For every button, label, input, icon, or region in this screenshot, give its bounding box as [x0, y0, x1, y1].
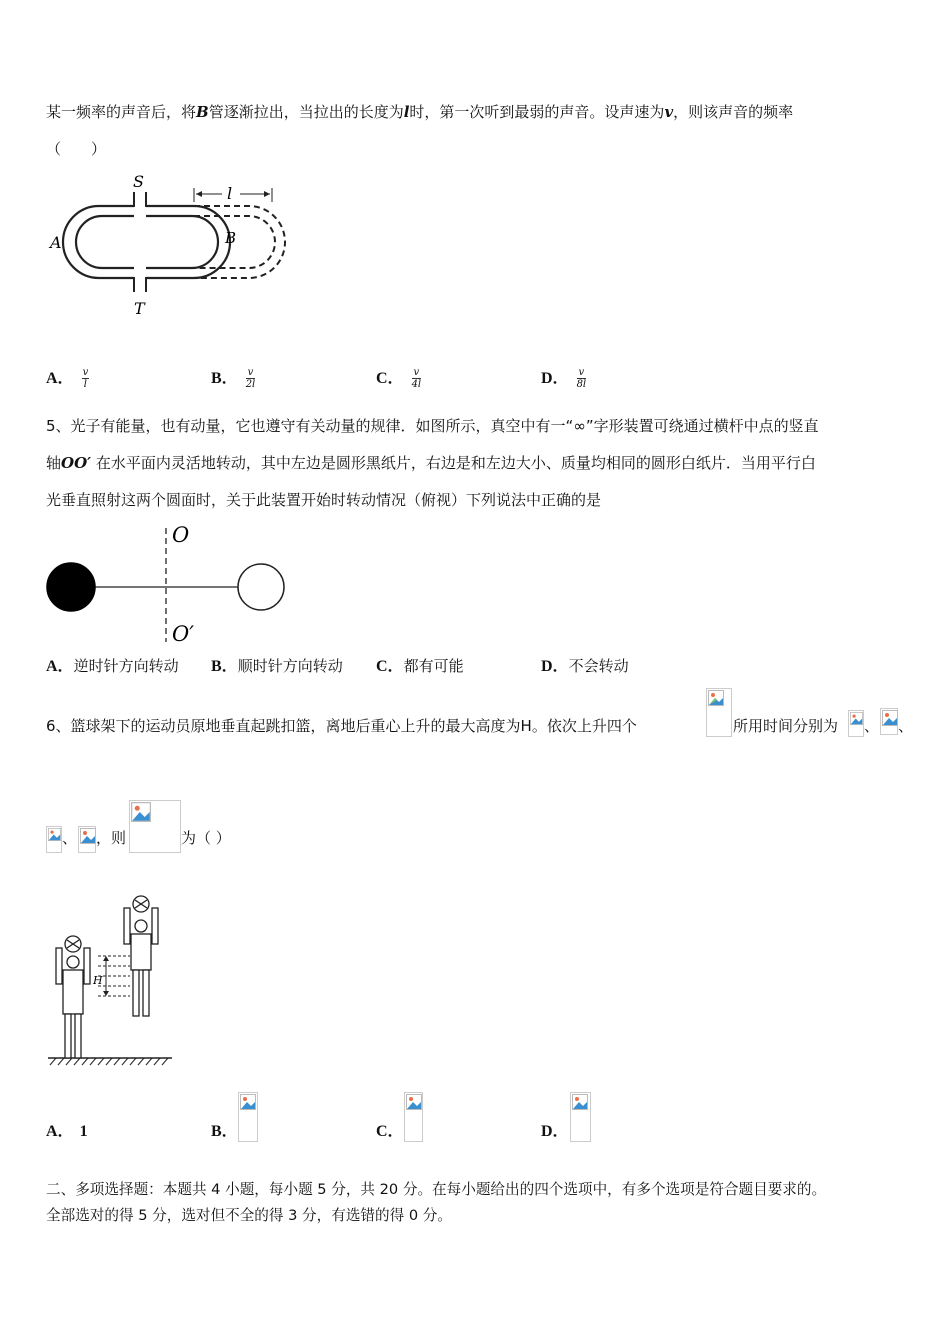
broken-image-icon: [78, 826, 96, 853]
q5-option-b[interactable]: B．顺时针方向转动: [211, 657, 343, 675]
fraction: $\frac{v}{4l}$: [411, 367, 422, 390]
q6-jump-figure: [44, 890, 180, 1070]
ground-hatch: [50, 1058, 168, 1065]
broken-image-icon: [129, 800, 181, 853]
q6-option-d[interactable]: D．: [541, 1123, 569, 1140]
q5-option-d[interactable]: D．不会转动: [541, 657, 629, 675]
q4-answer-bracket: （ ）: [46, 140, 107, 158]
q4-option-d[interactable]: D． $\frac{v}{8l}$: [541, 367, 587, 390]
q4-option-b[interactable]: B． $\frac{v}{2l}$: [211, 367, 256, 390]
label-O: O: [172, 523, 190, 547]
broken-image-icon: [238, 1092, 258, 1142]
label-S: S: [133, 172, 144, 191]
fraction: $\frac{v}{l}$: [82, 367, 89, 390]
q4-option-c[interactable]: C． $\frac{v}{4l}$: [376, 367, 422, 390]
label-H: H: [93, 974, 103, 987]
label-O-prime: O′: [172, 622, 194, 646]
broken-image-icon: [880, 708, 898, 735]
var-B: B: [196, 103, 209, 121]
tube-inner: [76, 216, 218, 268]
q6-option-a[interactable]: A． 1: [46, 1123, 88, 1140]
height-markers: [98, 956, 130, 996]
q5-option-a[interactable]: A．逆时针方向转动: [46, 657, 179, 675]
q6-option-c[interactable]: C．: [376, 1123, 404, 1140]
q4-option-a[interactable]: A． $\frac{v}{l}$: [46, 367, 89, 390]
var-v: v: [664, 103, 674, 121]
label-B: B: [225, 229, 237, 247]
fraction: $\frac{v}{2l}$: [245, 367, 256, 390]
var-l: l: [403, 103, 410, 121]
q5-disc-figure: [44, 520, 294, 646]
label-A: A: [50, 233, 62, 252]
q5-stem-line3: 光垂直照射这两个圆面时，关于此装置开始时转动情况（俯视）下列说法中正确的是: [46, 491, 602, 509]
q4-tube-figure: [44, 168, 304, 328]
white-disc: [238, 564, 284, 610]
broken-image-icon: [404, 1092, 423, 1142]
q6-stem-line1-a: 6、篮球架下的运动员原地垂直起跳扣篮，离地后重心上升的最大高度为H。依次上升四个: [46, 717, 637, 735]
broken-image-icon: [46, 826, 62, 853]
section2-instructions-line2: 全部选对的得 5 分，选对但不全的得 3 分，有选错的得 0 分。: [46, 1207, 452, 1224]
broken-image-icon: [570, 1092, 591, 1142]
separator: 、: [62, 829, 78, 847]
label-T: T: [134, 299, 145, 318]
q5-option-c[interactable]: C．都有可能: [376, 657, 464, 675]
q4-stem-line1: 某一频率的声音后，将B管逐渐拉出，当拉出的长度为l时，第一次听到最弱的声音。设声速为v，则该声音的频率: [46, 103, 794, 121]
q6-stem-line2-a: ，则: [96, 829, 127, 847]
q5-stem-line1: 5、光子有能量，也有动量，它也遵守有关动量的规律．如图所示，真空中有一“∞”字形装置可绕通过横杆中点的竖直: [46, 417, 819, 435]
broken-image-icon: [706, 688, 732, 737]
separator: 、: [864, 717, 880, 735]
section2-instructions-line1: 二、多项选择题：本题共 4 小题，每小题 5 分，共 20 分。在每小题给出的四个选项中，有多个选项是符合题目要求的。: [46, 1181, 827, 1198]
player-standing: [56, 936, 90, 1058]
fraction: $\frac{v}{8l}$: [576, 367, 587, 390]
broken-image-icon: [848, 710, 864, 737]
separator: 、: [898, 717, 914, 735]
q6-option-b[interactable]: B．: [211, 1123, 238, 1140]
black-disc: [47, 563, 95, 611]
q6-stem-line1-b: 所用时间分别为: [733, 717, 839, 735]
q6-stem-line2-b: 为（ ）: [181, 829, 231, 847]
q5-stem-line2: 轴OO′ 在水平面内灵活地转动，其中左边是圆形黑纸片，右边是和左边大小、质量均相同的圆形白纸片．当用平行白: [46, 454, 816, 472]
axis-label: OO′: [61, 454, 92, 472]
label-l: l: [227, 184, 233, 203]
